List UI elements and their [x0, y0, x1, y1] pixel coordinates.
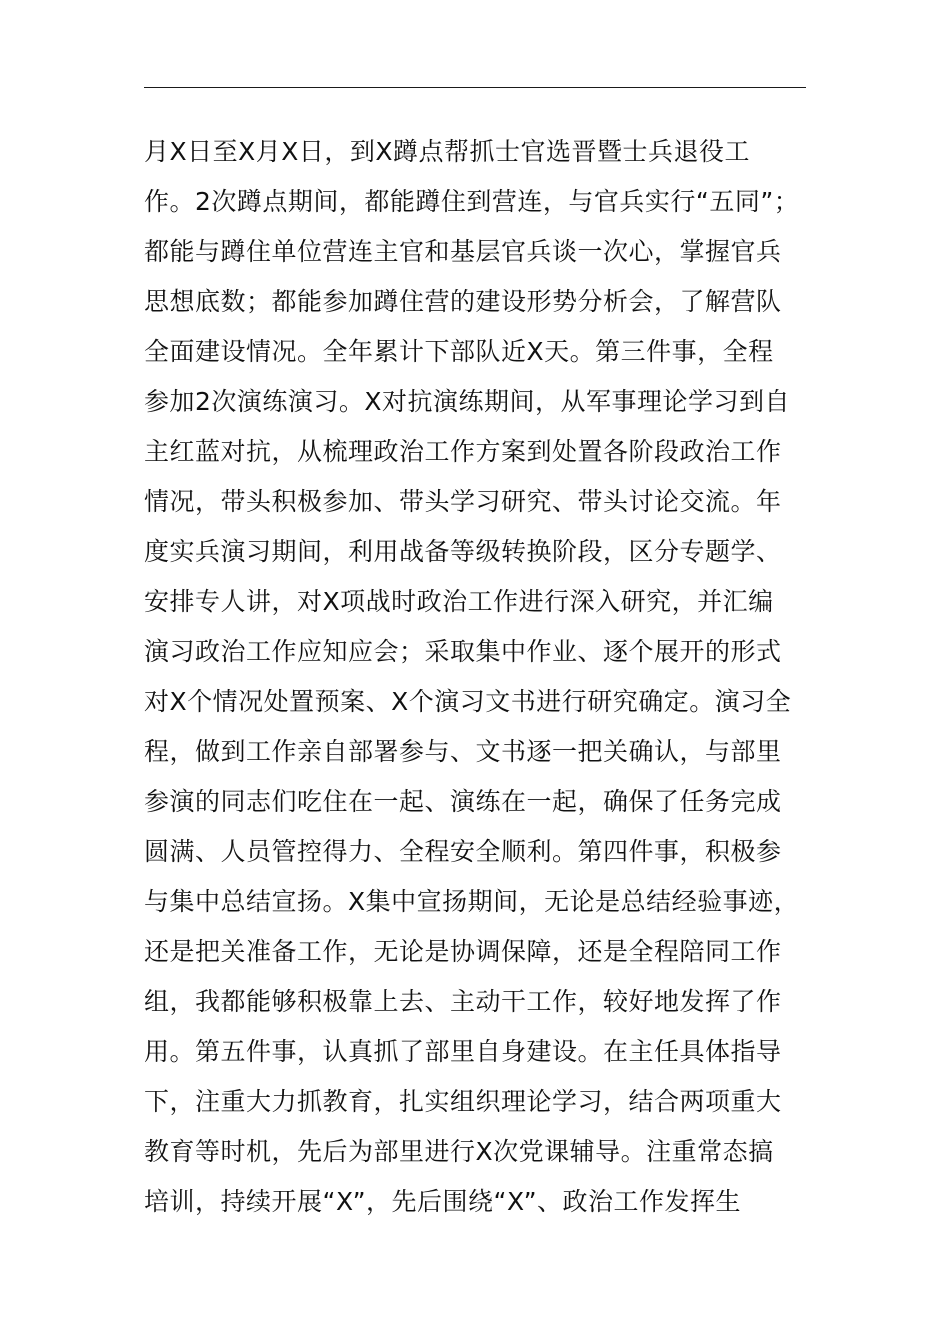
- text-line: 对X个情况处置预案、X个演习文书进行研究确定。演习全: [144, 687, 792, 716]
- text-line: 全面建设情况。全年累计下部队近X天。第三件事，全程: [144, 337, 774, 366]
- text-line: 圆满、人员管控得力、全程安全顺利。第四件事，积极参: [144, 837, 782, 866]
- header-rule: [144, 87, 806, 88]
- text-line: 思想底数；都能参加蹲住营的建设形势分析会，了解营队: [144, 287, 782, 316]
- text-line: 教育等时机，先后为部里进行X次党课辅导。注重常态搞: [144, 1137, 774, 1166]
- text-line: 组，我都能够积极靠上去、主动干工作，较好地发挥了作: [144, 987, 782, 1016]
- text-line: 参演的同志们吃住在一起、演练在一起，确保了任务完成: [144, 787, 782, 816]
- text-line: 主红蓝对抗，从梳理政治工作方案到处置各阶段政治工作: [144, 437, 782, 466]
- text-line: 参加2次演练演习。X对抗演练期间，从军事理论学习到自: [144, 387, 791, 416]
- text-line: 程，做到工作亲自部署参与、文书逐一把关确认，与部里: [144, 737, 782, 766]
- text-line: 作。2次蹲点期间，都能蹲住到营连，与官兵实行“五同”；: [144, 187, 800, 216]
- text-line: 下，注重大力抓教育，扎实组织理论学习，结合两项重大: [144, 1087, 782, 1116]
- text-line: 还是把关准备工作，无论是协调保障，还是全程陪同工作: [144, 937, 782, 966]
- text-line: 都能与蹲住单位营连主官和基层官兵谈一次心，掌握官兵: [144, 237, 782, 266]
- document-body: [144, 127, 824, 1227]
- text-line: 演习政治工作应知应会；采取集中作业、逐个展开的形式: [144, 637, 782, 666]
- text-line: 度实兵演习期间，利用战备等级转换阶段，区分专题学、: [144, 537, 782, 566]
- text-line: 情况，带头积极参加、带头学习研究、带头讨论交流。年: [144, 487, 782, 516]
- text-line: 用。第五件事，认真抓了部里自身建设。在主任具体指导: [144, 1037, 782, 1066]
- text-line: 安排专人讲，对X项战时政治工作进行深入研究，并汇编: [144, 587, 774, 616]
- text-line: 与集中总结宣扬。X集中宣扬期间，无论是总结经验事迹，: [144, 887, 800, 916]
- text-line: 培训，持续开展“X”，先后围绕“X”、政治工作发挥生: [144, 1187, 742, 1216]
- text-line: 月X日至X月X日，到X蹲点帮抓士官选晋暨士兵退役工: [144, 137, 751, 166]
